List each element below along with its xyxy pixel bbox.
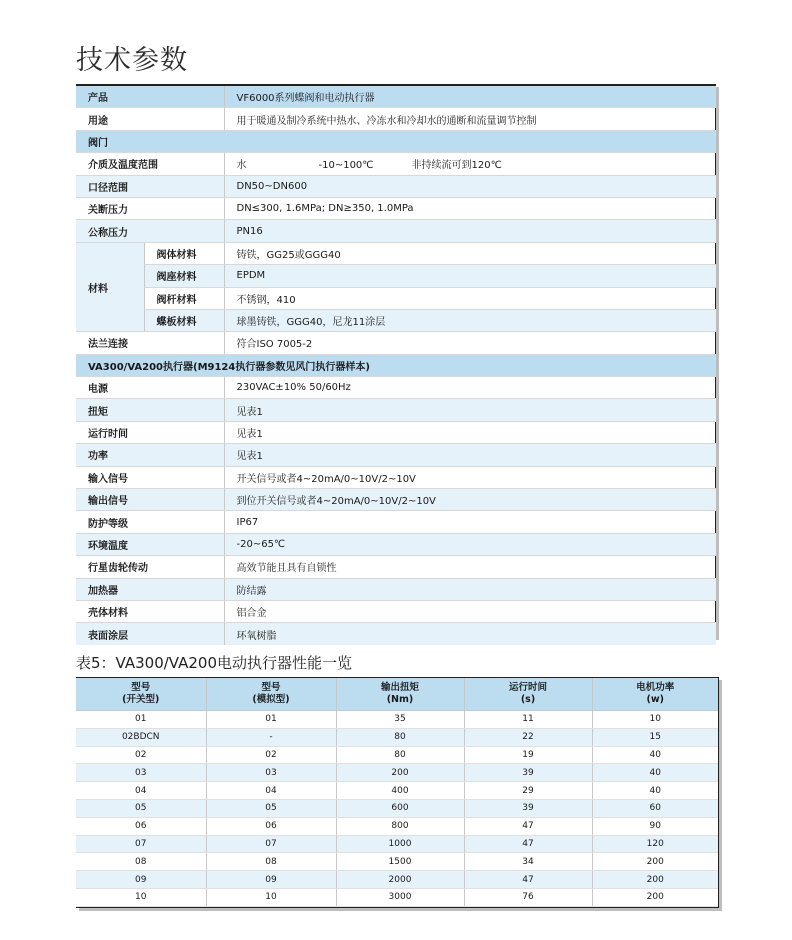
row-label: 行星齿轮传动 xyxy=(76,556,224,578)
row-value: 球墨铸铁，GGG40，尼龙11涂层 xyxy=(224,309,716,331)
row-value: DN≤300, 1.6MPa; DN≥350, 1.0MPa xyxy=(224,197,716,219)
section-title: 阀门 xyxy=(76,130,716,152)
row-value: 防结露 xyxy=(224,578,716,600)
table-cell: 47 xyxy=(464,871,592,889)
row-label: 功率 xyxy=(76,444,224,466)
table-cell: 04 xyxy=(206,782,336,800)
row-value: 用于暖通及制冷系统中热水、冷冻水和冷却水的通断和流量调节控制 xyxy=(224,108,716,130)
row-label: 扭矩 xyxy=(76,399,224,421)
table-cell: 600 xyxy=(336,799,464,817)
table-cell: 200 xyxy=(592,871,718,889)
column-header: 型号 (开关型) xyxy=(76,678,206,711)
table-cell: 01 xyxy=(206,711,336,729)
table-cell: 60 xyxy=(592,799,718,817)
table-cell: 47 xyxy=(464,817,592,835)
spec-row-nominal xyxy=(76,220,716,242)
sub-label: 阀座材料 xyxy=(144,265,224,287)
row-value: -20~65℃ xyxy=(224,533,716,555)
table-cell: 200 xyxy=(592,853,718,871)
row-value: 开关信号或者4~20mA/0~10V/2~10V xyxy=(224,466,716,488)
table-row xyxy=(76,728,718,746)
row-label: 运行时间 xyxy=(76,421,224,443)
performance-table xyxy=(76,677,719,908)
section-header-valve xyxy=(76,130,716,152)
row-label: 表面涂层 xyxy=(76,623,224,645)
spec-row-actuator xyxy=(76,444,716,466)
table-cell: 05 xyxy=(76,799,206,817)
spec-row-usage xyxy=(76,108,716,130)
medium-temp: -10~100℃ xyxy=(318,160,374,172)
row-label: 关断压力 xyxy=(76,197,224,219)
table-cell: 1000 xyxy=(336,835,464,853)
row-value: 230VAC±10% 50/60Hz xyxy=(224,377,716,399)
row-label: 产品 xyxy=(76,86,224,108)
spec-row-actuator xyxy=(76,623,716,645)
table-cell: 40 xyxy=(592,746,718,764)
medium-value: 水 xyxy=(236,160,247,172)
table-cell: 03 xyxy=(76,764,206,782)
table-cell: 06 xyxy=(76,817,206,835)
column-header: 型号 (模拟型) xyxy=(206,678,336,711)
column-header: 电机功率 (w) xyxy=(592,678,718,711)
table-cell: 29 xyxy=(464,782,592,800)
table-row xyxy=(76,871,718,889)
table-cell: 200 xyxy=(592,888,718,906)
row-value: IP67 xyxy=(224,511,716,533)
table-cell: 06 xyxy=(206,817,336,835)
table-row xyxy=(76,817,718,835)
spec-row-flange xyxy=(76,332,716,354)
table-cell: 3000 xyxy=(336,888,464,906)
sub-label: 阀体材料 xyxy=(144,242,224,264)
page-title: 技术参数 xyxy=(76,45,188,76)
table-cell: 11 xyxy=(464,711,592,729)
row-value: PN16 xyxy=(224,220,716,242)
table-cell: 40 xyxy=(592,764,718,782)
table-cell: - xyxy=(206,728,336,746)
table-cell: 02 xyxy=(206,746,336,764)
table-caption: 表5：VA300/VA200电动执行器性能一览 xyxy=(76,654,352,672)
row-value: DN50~DN600 xyxy=(224,175,716,197)
table-cell: 400 xyxy=(336,782,464,800)
spec-table xyxy=(76,84,716,642)
medium-note: 非持续流可到120℃ xyxy=(411,160,502,172)
table-cell: 04 xyxy=(76,782,206,800)
spec-row-product xyxy=(76,86,716,108)
spec-row-caliber xyxy=(76,175,716,197)
table-row xyxy=(76,835,718,853)
row-label: 防护等级 xyxy=(76,511,224,533)
row-value: 见表1 xyxy=(224,444,716,466)
table-cell: 39 xyxy=(464,799,592,817)
table-cell: 47 xyxy=(464,835,592,853)
row-label: 介质及温度范围 xyxy=(76,153,224,175)
row-label: 环境温度 xyxy=(76,533,224,555)
section-title: VA300/VA200执行器(M9124执行器参数见风门执行器样本) xyxy=(76,354,716,376)
row-label: 材料 xyxy=(76,242,144,332)
table-cell: 200 xyxy=(336,764,464,782)
table-cell: 02 xyxy=(76,746,206,764)
spec-row-actuator xyxy=(76,421,716,443)
row-value: 见表1 xyxy=(224,399,716,421)
table-cell: 40 xyxy=(592,782,718,800)
row-value: 环氧树脂 xyxy=(224,623,716,645)
spec-row-actuator xyxy=(76,489,716,511)
table-cell: 1500 xyxy=(336,853,464,871)
table-row xyxy=(76,711,718,729)
table-cell: 08 xyxy=(76,853,206,871)
table-row xyxy=(76,853,718,871)
table-cell: 2000 xyxy=(336,871,464,889)
sub-label: 阀杆材料 xyxy=(144,287,224,309)
table-cell: 80 xyxy=(336,728,464,746)
column-header: 运行时间 (s) xyxy=(464,678,592,711)
spec-row-actuator xyxy=(76,556,716,578)
spec-row-material xyxy=(76,309,716,331)
table-header-row xyxy=(76,678,718,711)
spec-row-actuator xyxy=(76,466,716,488)
row-label: 输入信号 xyxy=(76,466,224,488)
spec-row-actuator xyxy=(76,600,716,622)
table-cell: 120 xyxy=(592,835,718,853)
table-cell: 02BDCN xyxy=(76,728,206,746)
row-label: 壳体材料 xyxy=(76,600,224,622)
spec-row-medium xyxy=(76,153,716,175)
spec-row-actuator xyxy=(76,578,716,600)
table-row xyxy=(76,888,718,906)
spec-row-actuator xyxy=(76,533,716,555)
table-cell: 39 xyxy=(464,764,592,782)
table-row xyxy=(76,799,718,817)
table-cell: 09 xyxy=(206,871,336,889)
spec-row-actuator xyxy=(76,399,716,421)
table-cell: 10 xyxy=(592,711,718,729)
table-cell: 03 xyxy=(206,764,336,782)
spec-row-material xyxy=(76,242,716,264)
row-value: 见表1 xyxy=(224,421,716,443)
table-cell: 10 xyxy=(76,888,206,906)
table-cell: 80 xyxy=(336,746,464,764)
row-label: 加热器 xyxy=(76,578,224,600)
table-cell: 15 xyxy=(592,728,718,746)
table-cell: 22 xyxy=(464,728,592,746)
table-cell: 09 xyxy=(76,871,206,889)
row-value: EPDM xyxy=(224,265,716,287)
table-cell: 07 xyxy=(76,835,206,853)
spec-row-shutoff xyxy=(76,197,716,219)
spec-row-actuator xyxy=(76,511,716,533)
table-cell: 19 xyxy=(464,746,592,764)
row-value: 高效节能且具有自锁性 xyxy=(224,556,716,578)
table-cell: 34 xyxy=(464,853,592,871)
row-label: 电源 xyxy=(76,377,224,399)
spec-row-material xyxy=(76,287,716,309)
row-value: 铝合金 xyxy=(224,600,716,622)
row-label: 用途 xyxy=(76,108,224,130)
table-cell: 05 xyxy=(206,799,336,817)
table-cell: 35 xyxy=(336,711,464,729)
column-header: 输出扭矩 (Nm) xyxy=(336,678,464,711)
row-value: 到位开关信号或者4~20mA/0~10V/2~10V xyxy=(224,489,716,511)
table-row xyxy=(76,746,718,764)
table-row xyxy=(76,764,718,782)
spec-row-actuator xyxy=(76,377,716,399)
table-cell: 90 xyxy=(592,817,718,835)
table-cell: 76 xyxy=(464,888,592,906)
row-label: 输出信号 xyxy=(76,489,224,511)
row-value: 铸铁，GG25或GGG40 xyxy=(224,242,716,264)
table-cell: 800 xyxy=(336,817,464,835)
table-cell: 10 xyxy=(206,888,336,906)
table-row xyxy=(76,782,718,800)
table-cell: 08 xyxy=(206,853,336,871)
row-label: 公称压力 xyxy=(76,220,224,242)
row-value: 不锈钢，410 xyxy=(224,287,716,309)
section-header-actuator xyxy=(76,354,716,376)
row-value: 符合ISO 7005-2 xyxy=(224,332,716,354)
table-body xyxy=(76,711,718,907)
row-value: VF6000系列蝶阀和电动执行器 xyxy=(224,86,716,108)
row-value xyxy=(224,153,716,175)
row-label: 法兰连接 xyxy=(76,332,224,354)
row-label: 口径范围 xyxy=(76,175,224,197)
table-cell: 01 xyxy=(76,711,206,729)
table-cell: 07 xyxy=(206,835,336,853)
spec-row-material xyxy=(76,265,716,287)
sub-label: 蝶板材料 xyxy=(144,309,224,331)
